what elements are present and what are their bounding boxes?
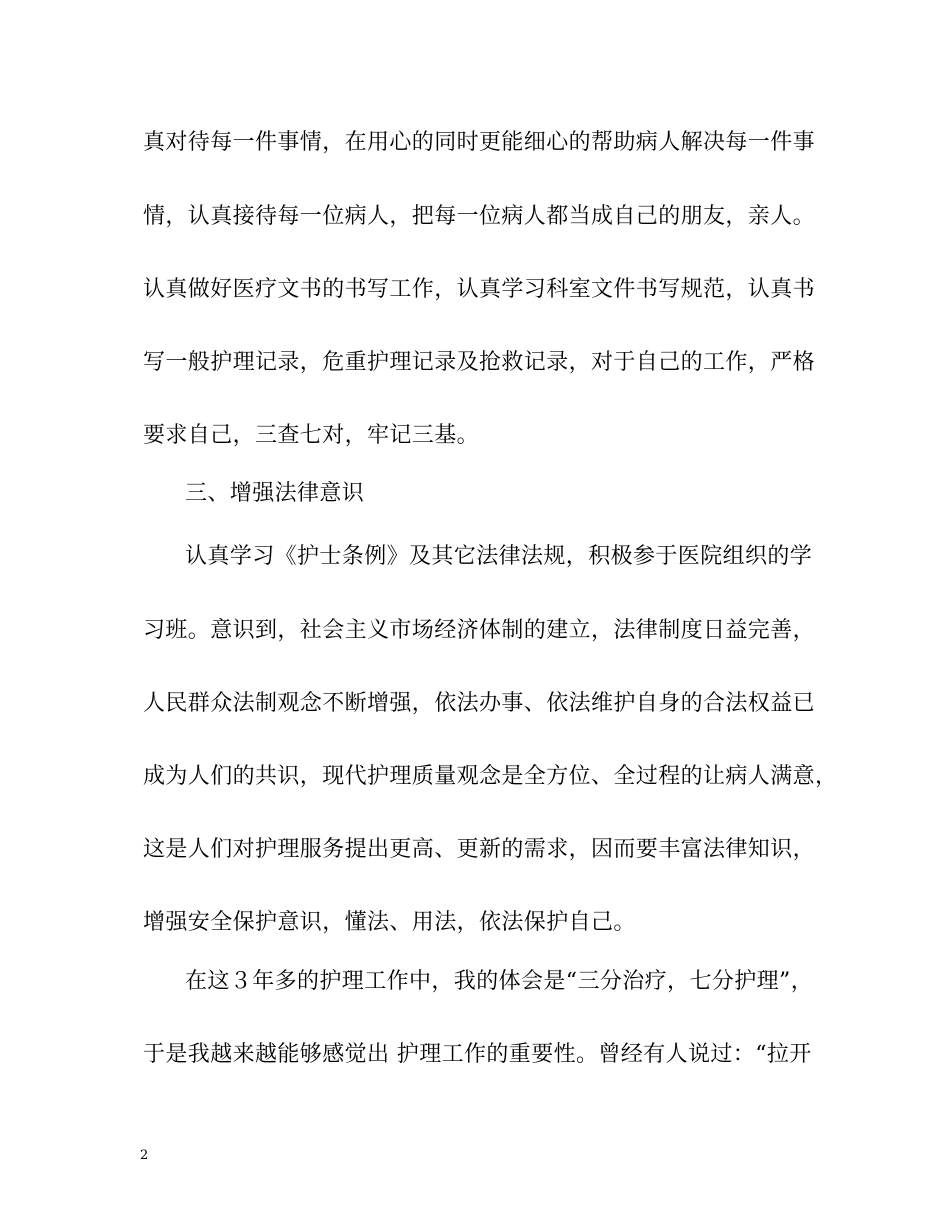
paragraph-start-line: 认真学习《护士条例》及其它法律法规，积极参于医院组织的学 — [185, 544, 813, 569]
text-line: 写一般护理记录，危重护理记录及抢救记录，对于自己的工作，严格 — [143, 350, 816, 375]
text-line: 真对待每一件事情，在用心的同时更能细心的帮助病人解决每一件事 — [143, 130, 816, 155]
text-line: 成为人们的共识，现代护理质量观念是全方位、全过程的让病人满意， — [143, 764, 838, 789]
text-line: 认真做好医疗文书的书写工作，认真学习科室文件书写规范，认真书 — [143, 277, 816, 302]
page-number: 2 — [140, 1148, 149, 1163]
text-line: 这是人们对护理服务提出更高、更新的需求，因而要丰富法律知识， — [143, 837, 816, 862]
text-line: 要求自己，三查七对，牢记三基。 — [143, 423, 480, 448]
paragraph-start-line: 在这３年多的护理工作中，我的体会是“三分治疗，七分护理”， — [185, 969, 814, 994]
text-line: 情，认真接待每一位病人，把每一位病人都当成自己的朋友，亲人。 — [143, 204, 816, 229]
text-line: 于是我越来越能够感觉出 护理工作的重要性。曾经有人说过：“拉开 — [143, 1042, 812, 1067]
section-heading: 三、增强法律意识 — [185, 481, 365, 506]
text-line: 增强安全保护意识，懂法、用法，依法保护自己。 — [143, 910, 636, 935]
text-line: 人民群众法制观念不断增强，依法办事、依法维护自身的合法权益已 — [143, 691, 816, 716]
text-line: 习班。意识到，社会主义市场经济体制的建立，法律制度日益完善， — [143, 618, 816, 643]
